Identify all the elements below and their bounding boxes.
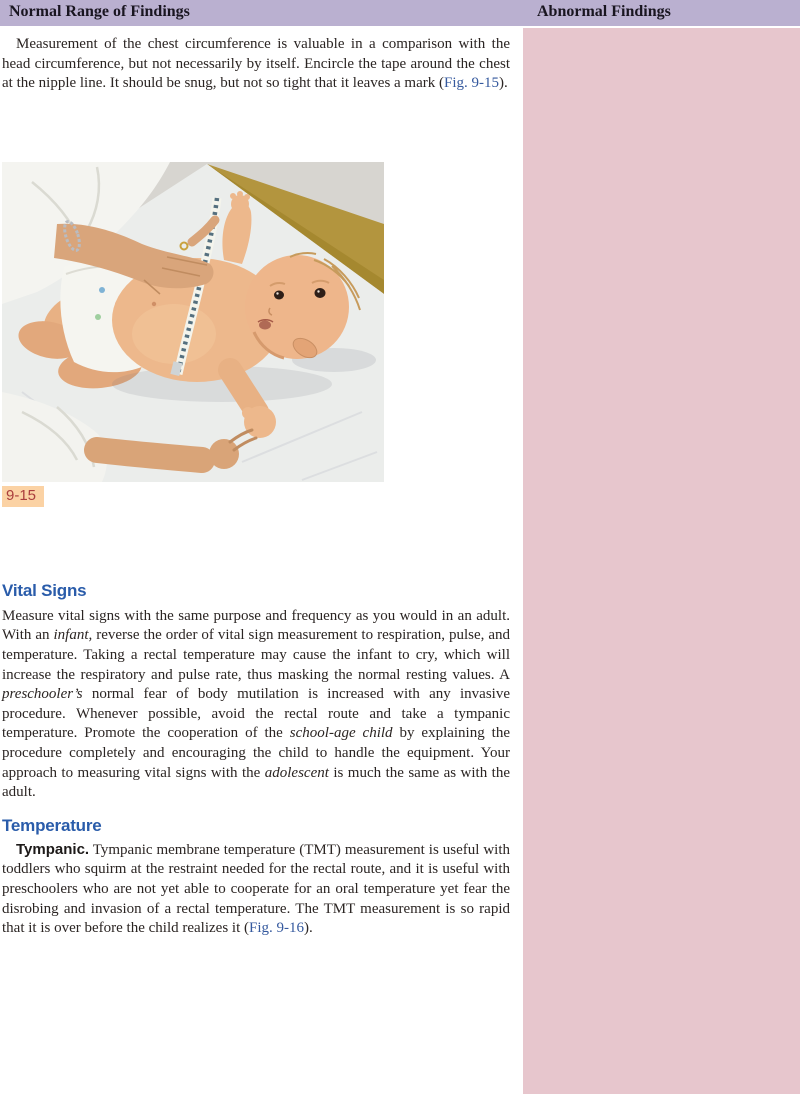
temperature-heading: Temperature bbox=[2, 815, 102, 835]
chest-measurement-photo bbox=[2, 162, 384, 482]
vital-signs-heading: Vital Signs bbox=[2, 580, 87, 600]
fig-9-16-link[interactable]: Fig. 9-16 bbox=[249, 920, 305, 937]
normal-findings-header: Normal Range of Findings bbox=[9, 3, 190, 20]
vital-signs-paragraph: Measure vital signs with the same purpose and frequency as you would in an adult. With an infant, reverse the order of vital sign measurement to respiration, pulse, and temperature. Taking a rectal temperature may cause the infant to cry, which will increase the respiratory and pulse rate, thus masking the normal resting values. A preschooler’s normal fear of body mutilation is increased with any invasive procedure. Whenever possible, avoid the rectal route and take a tympanic temperature. Promote the cooperation of the school-age child by explaining the procedure completely and encouraging the child to handle the equipment. Your approach to measuring vital signs with the adolescent is much the same as with the adult. bbox=[2, 607, 510, 801]
fig-9-15-link[interactable]: Fig. 9-15 bbox=[444, 75, 500, 92]
tympanic-paragraph: Tympanic. Tympanic membrane temperature (TMT) measurement is useful with toddlers who squirm at the restraint needed for the rectal route, and it is useful with preschoolers who are not yet able to cooperate for an oral temperature yet fear the disrobing and invasion of a rectal temperature. The TMT measurement is so rapid that it is over before the child realizes it (Fig. 9-16). bbox=[2, 840, 510, 937]
figure-caption bbox=[2, 482, 384, 507]
normal-findings-column bbox=[2, 26, 510, 939]
chest-circumference-paragraph: Measurement of the chest circumference is valuable in a comparison with the head circumference, but not necessarily by itself. Encircle the tape around the chest at the nipple line. It should be snug, but not so tight that it leaves a mark (Fig. 9-15). bbox=[2, 36, 510, 92]
figure-9-15 bbox=[2, 162, 384, 507]
table-header-bar bbox=[0, 0, 800, 26]
figure-label: 9-15 bbox=[2, 486, 44, 507]
abnormal-findings-column bbox=[523, 28, 800, 1094]
abnormal-findings-header: Abnormal Findings bbox=[537, 3, 671, 20]
